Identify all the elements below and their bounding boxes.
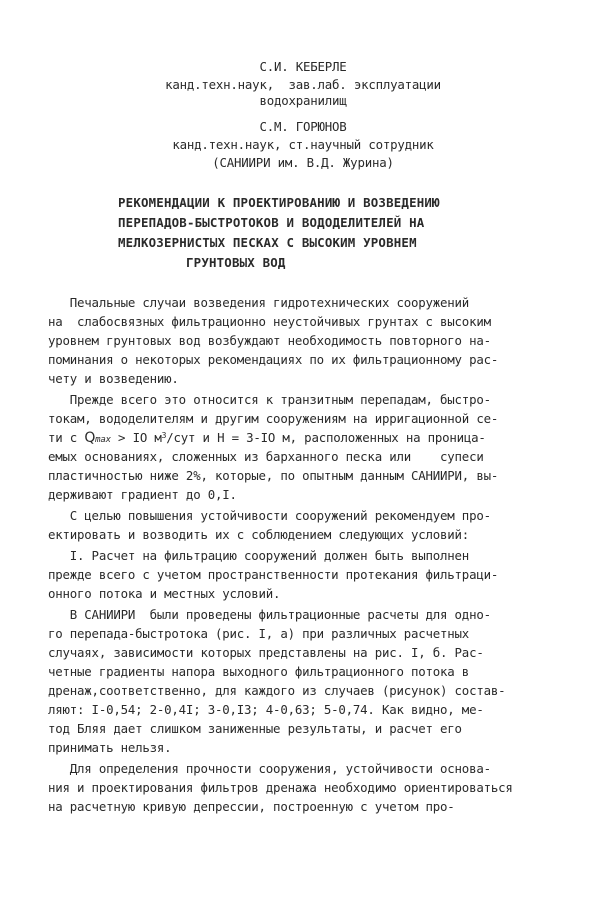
body-line: ектировать и возводить их с соблюдением следующих условий:	[48, 527, 470, 542]
body-line: держивают градиент до 0,I.	[48, 487, 237, 502]
body-line: С целью повышения устойчивости сооружений рекомендуем про-	[48, 508, 491, 523]
body-line: ния и проектирования фильтров дренажа необходимо ориентироваться	[48, 780, 513, 795]
formula-mid: > IO м	[110, 430, 162, 445]
body-line: В САНИИРИ были проведены фильтрационные расчеты для одно-	[48, 607, 491, 622]
author-2-name: С.М. ГОРЮНОВ	[259, 119, 347, 134]
body-line: на расчетную кривую депрессии, построенную с учетом про-	[48, 799, 455, 814]
body-line: уровнем грунтовых вод возбуждают необходимость повторного на-	[48, 333, 491, 348]
body-line: случаях, зависимости которых представлены на рис. I, б. Рас-	[48, 645, 484, 660]
title-line-2: ПЕРЕПАДОВ-БЫСТРОТОКОВ И ВОДОДЕЛИТЕЛЕЙ НА	[118, 215, 425, 230]
body-line: пластичностью ниже 2%, которые, по опытным данным САНИИРИ, вы-	[48, 468, 499, 483]
body-line: го перепада-быстротока (рис. I, а) при различных расчетных	[48, 626, 470, 641]
body-line: поминания о некоторых рекомендациях по их фильтрационному рас-	[48, 352, 499, 367]
body-line: чету и возведению.	[48, 371, 179, 386]
author-1-position-cont: водохранилищ	[259, 93, 347, 108]
body-line: на слабосвязных фильтрационно неустойчивых грунтах с высоким	[48, 314, 491, 329]
title-line-4: ГРУНТОВЫХ ВОД	[186, 255, 286, 270]
body-line: дренаж,соответственно, для каждого из случаев (рисунок) состав-	[48, 683, 506, 698]
body-line: емых основаниях, сложенных из барханного песка или супеси	[48, 449, 484, 464]
body-line: тод Бляя дает слишком заниженные результаты, и расчет его	[48, 721, 462, 736]
title-line-1: РЕКОМЕНДАЦИИ К ПРОЕКТИРОВАНИЮ И ВОЗВЕДЕНИЮ	[118, 195, 440, 210]
author-1-name: С.И. КЕБЕРЛЕ	[259, 59, 347, 74]
body-line: ляют: I-0,54; 2-0,4I; 3-0,I3; 4-0,63; 5-0,74. Как видно, ме-	[48, 702, 484, 717]
formula-superscript: 3	[161, 431, 167, 440]
author-2-position: канд.техн.наук, ст.научный сотрудник	[172, 137, 434, 152]
author-2-affiliation: (САНИИРИ им. В.Д. Журина)	[212, 155, 394, 170]
author-1-position: канд.техн.наук, зав.лаб. эксплуатации	[165, 77, 441, 92]
q-symbol: Q	[84, 430, 96, 446]
q-subscript: max	[95, 435, 111, 445]
title-line-3: МЕЛКОЗЕРНИСТЫХ ПЕСКАХ С ВЫСОКИМ УРОВНЕМ	[118, 235, 417, 250]
formula-prefix: ти с	[48, 430, 85, 445]
formula-suffix: /сут и Н = 3-IO м, расположенных на проница-	[166, 430, 486, 445]
body-line: принимать нельзя.	[48, 740, 172, 755]
body-line: Прежде всего это относится к транзитным перепадам, быстро-	[48, 392, 491, 407]
body-line: Печальные случаи возведения гидротехнических сооружений	[48, 295, 470, 310]
body-line: токам, вододелителям и другим сооружениям на ирригационной се-	[48, 411, 499, 426]
body-line: онного потока и местных условий.	[48, 586, 281, 601]
body-line-formula	[48, 429, 486, 449]
body-line: прежде всего с учетом пространственности протекания фильтраци-	[48, 567, 499, 582]
body-line: четные градиенты напора выходного фильтрационного потока в	[48, 664, 470, 679]
body-line: I. Расчет на фильтрацию сооружений должен быть выполнен	[48, 548, 470, 563]
body-line: Для определения прочности сооружения, устойчивости основа-	[48, 761, 491, 776]
